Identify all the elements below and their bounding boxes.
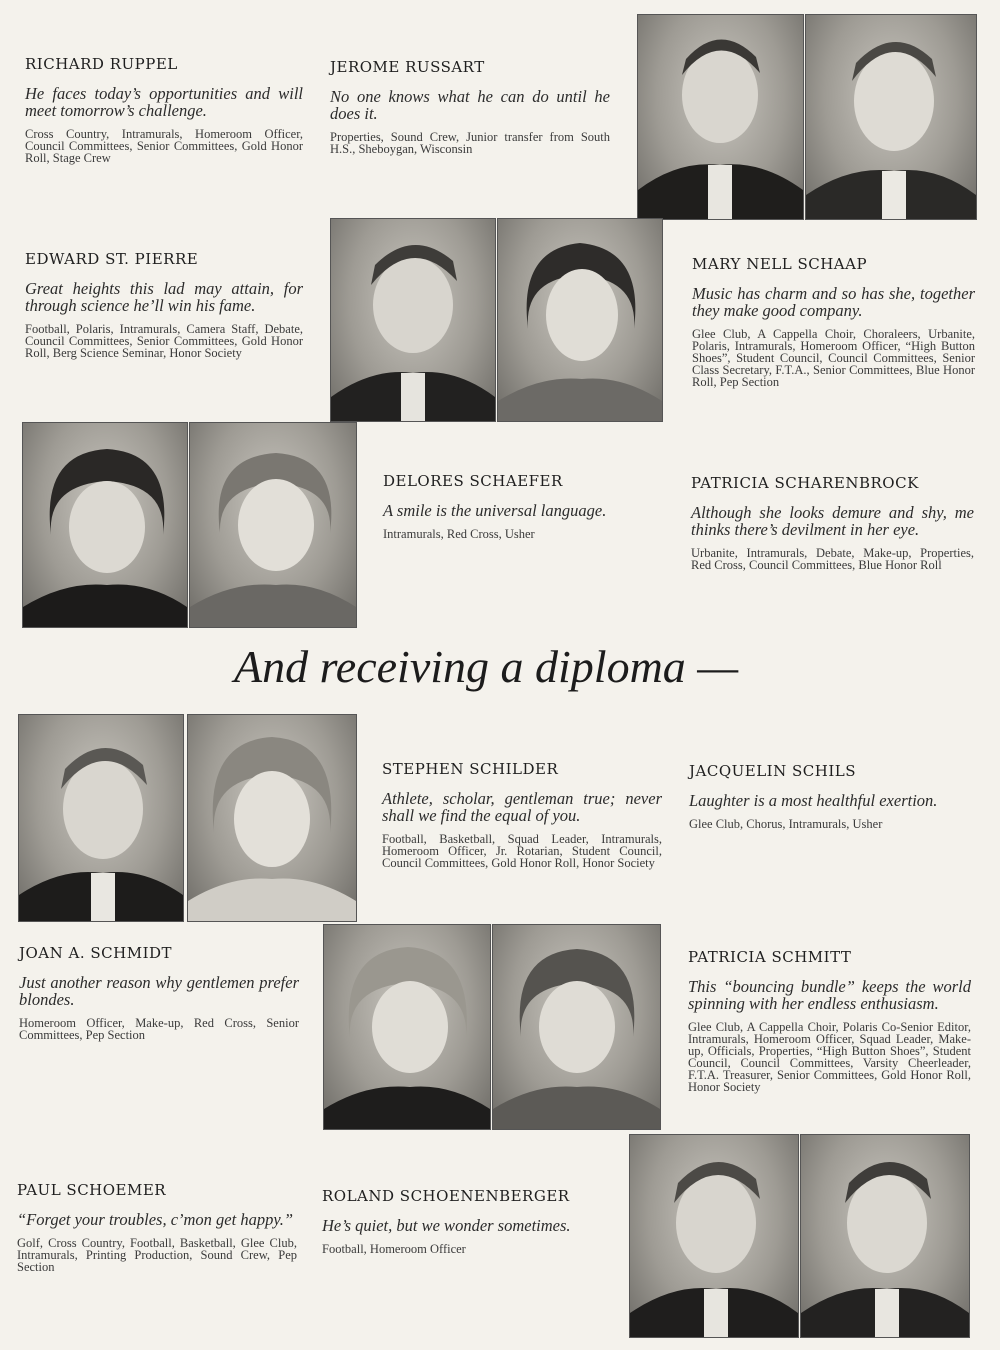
senior-activities: Intramurals, Red Cross, Usher bbox=[383, 527, 535, 541]
senior-entry bbox=[691, 474, 974, 571]
portrait-stephen-schilder bbox=[18, 714, 184, 922]
senior-quote: He faces today’s opportunities and will meet tomorrow’s challenge. bbox=[25, 84, 303, 120]
senior-activities: Cross Country, Intramurals, Homeroom Officer, Council Committees, Senior Committees, Gold Honor Roll, Stage Crew bbox=[25, 127, 303, 165]
portrait-joan-schmidt bbox=[323, 924, 491, 1130]
portrait-patricia-schmitt bbox=[492, 924, 661, 1130]
senior-activities: Urbanite, Intramurals, Debate, Make-up, Properties, Red Cross, Council Committees, Blue Honor Roll bbox=[691, 546, 974, 572]
senior-quote: He’s quiet, but we wonder sometimes. bbox=[322, 1216, 571, 1235]
senior-quote: Although she looks demure and shy, me thinks there’s devilment in her eye. bbox=[691, 503, 974, 539]
senior-entry bbox=[383, 472, 668, 540]
senior-entry bbox=[382, 760, 662, 869]
portrait-delores-schaefer bbox=[22, 422, 188, 628]
senior-name: PAUL SCHOEMER bbox=[17, 1181, 167, 1199]
senior-quote: A smile is the universal language. bbox=[383, 501, 607, 520]
portrait-mary-nell-schaap bbox=[497, 218, 663, 422]
senior-name: PATRICIA SCHARENBROCK bbox=[691, 474, 919, 492]
senior-activities: Properties, Sound Crew, Junior transfer from South H.S., Sheboygan, Wisconsin bbox=[330, 130, 610, 156]
section-banner: And receiving a diploma — bbox=[234, 641, 739, 692]
senior-name: STEPHEN SCHILDER bbox=[382, 760, 559, 778]
senior-name: JOAN A. SCHMIDT bbox=[19, 944, 173, 962]
portrait-jerome-russart bbox=[805, 14, 977, 220]
senior-activities: Football, Basketball, Squad Leader, Intramurals, Homeroom Officer, Jr. Rotarian, Student Council, Council Committees, Gold Honor Roll, Honor Society bbox=[382, 832, 662, 870]
senior-entry bbox=[25, 55, 303, 164]
senior-name: EDWARD ST. PIERRE bbox=[25, 250, 199, 268]
senior-quote: “Forget your troubles, c’mon get happy.” bbox=[17, 1210, 294, 1229]
senior-quote: Great heights this lad may attain, for through science he’ll win his fame. bbox=[25, 279, 303, 315]
senior-entry bbox=[688, 948, 971, 1093]
portrait-edward-st-pierre bbox=[330, 218, 496, 422]
senior-name: PATRICIA SCHMITT bbox=[688, 948, 852, 966]
senior-quote: No one knows what he can do until he does it. bbox=[330, 87, 610, 123]
senior-entry bbox=[330, 58, 610, 155]
senior-entry bbox=[692, 255, 975, 388]
senior-activities: Football, Polaris, Intramurals, Camera Staff, Debate, Council Committees, Senior Committees, Gold Honor Roll, Berg Science Seminar, Honor Society bbox=[25, 322, 303, 360]
senior-activities: Homeroom Officer, Make-up, Red Cross, Senior Committees, Pep Section bbox=[19, 1016, 299, 1042]
senior-entry bbox=[25, 250, 303, 359]
senior-entry bbox=[19, 944, 299, 1041]
senior-name: JEROME RUSSART bbox=[330, 58, 485, 76]
senior-quote: Athlete, scholar, gentleman true; never shall we find the equal of you. bbox=[382, 789, 662, 825]
senior-activities: Football, Homeroom Officer bbox=[322, 1242, 466, 1256]
senior-quote: Music has charm and so has she, together they make good company. bbox=[692, 284, 975, 320]
portrait-roland-schoenenberger bbox=[800, 1134, 970, 1338]
portrait-jacquelin-schils bbox=[187, 714, 357, 922]
senior-entry bbox=[322, 1187, 604, 1255]
senior-activities: Glee Club, A Cappella Choir, Choraleers, Urbanite, Polaris, Intramurals, Homeroom Officer, “High Button Shoes”, Student Council, Council Committees, Senior Class Secretary, F.T.A., Senior Committees, Blue Honor Roll, Pep Section bbox=[692, 327, 975, 389]
portrait-richard-ruppel bbox=[637, 14, 804, 220]
portrait-paul-schoemer bbox=[629, 1134, 799, 1338]
senior-activities: Glee Club, A Cappella Choir, Polaris Co-Senior Editor, Intramurals, Homeroom Officer, Squad Leader, Make-up, Officials, Properties, “High Button Shoes”, Student Council, Council Committees, Varsity Cheerleader, F.T.A. Treasurer, Senior Committees, Gold Honor Roll, Honor Society bbox=[688, 1020, 971, 1094]
senior-name: RICHARD RUPPEL bbox=[25, 55, 178, 73]
senior-activities: Golf, Cross Country, Football, Basketball, Glee Club, Intramurals, Printing Production, Sound Crew, Pep Section bbox=[17, 1236, 297, 1274]
senior-activities: Glee Club, Chorus, Intramurals, Usher bbox=[689, 817, 883, 831]
senior-entry bbox=[17, 1181, 297, 1273]
senior-name: MARY NELL SCHAAP bbox=[692, 255, 868, 273]
senior-quote: This “bouncing bundle” keeps the world spinning with her endless enthusiasm. bbox=[688, 977, 971, 1013]
senior-quote: Laughter is a most healthful exertion. bbox=[689, 791, 938, 810]
senior-name: ROLAND SCHOENENBERGER bbox=[322, 1187, 570, 1205]
senior-entry bbox=[689, 762, 971, 830]
senior-quote: Just another reason why gentlemen prefer blondes. bbox=[19, 973, 299, 1009]
senior-name: DELORES SCHAEFER bbox=[383, 472, 563, 490]
portrait-patricia-scharenbrock bbox=[189, 422, 357, 628]
senior-name: JACQUELIN SCHILS bbox=[689, 762, 856, 780]
